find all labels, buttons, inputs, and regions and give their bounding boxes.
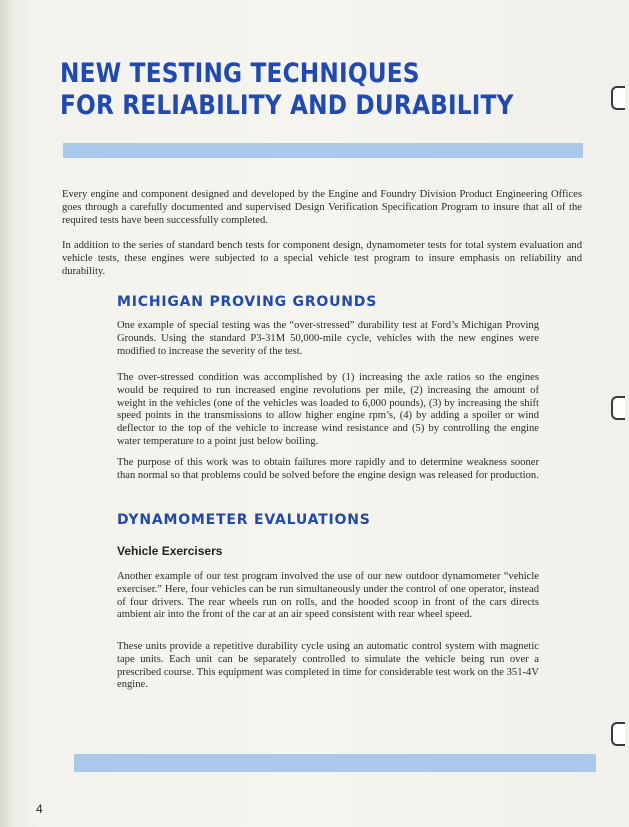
subheading-vehicle-exercisers: Vehicle Exercisers bbox=[117, 544, 223, 558]
michigan-paragraph-1: One example of special testing was the “over-stressed” durability test at Ford’s Michigan Proving Grounds. Using the standard P3-31M 50,000-mile cycle, vehicles with the new engines were modified to increase the severity of the test. bbox=[117, 320, 539, 357]
title-line-1: NEW TESTING TECHNIQUES bbox=[60, 58, 420, 89]
binder-hole-icon bbox=[611, 722, 625, 746]
michigan-paragraph-3: The purpose of this work was to obtain failures more rapidly and to determine weakness sooner than normal so that problems could be solved before the engine design was released for production. bbox=[117, 457, 539, 481]
bottom-blue-band bbox=[74, 754, 596, 772]
intro-paragraph-2: In addition to the series of standard bench tests for component design, dynamometer tests for total system evaluation and vehicle tests, these engines were subjected to a special vehicle test program to insure emphasis on reliability and durability. bbox=[62, 240, 582, 277]
intro-paragraph-1: Every engine and component designed and developed by the Engine and Foundry Division Product Engineering Offices goes through a carefully documented and supervised Design Verification Specification Program to insure that all of the required tests have been successfully completed. bbox=[62, 189, 582, 226]
section-heading-michigan: MICHIGAN PROVING GROUNDS bbox=[117, 294, 378, 310]
dynamometer-paragraph-1: Another example of our test program involved the use of our new outdoor dynamometer “vehicle exerciser.” Here, four vehicles can be run simultaneously under the control of one operator, instead of four drivers. The rear wheels run on rolls, and the hooded scoop in front of the cars directs ambient air into the front of the car at an air speed consistent with rear wheel speed. bbox=[117, 571, 539, 621]
binder-hole-icon bbox=[611, 396, 625, 420]
page-title bbox=[60, 58, 514, 122]
binder-hole-icon bbox=[611, 86, 625, 110]
michigan-paragraph-2: The over-stressed condition was accomplished by (1) increasing the axle ratios so the engines would be required to run increased engine revolutions per mile, (2) increasing the amount of weight in the vehicles (one of the vehicles was loaded to 6,000 pounds), (3) by increasing the shift speed points in the transmissions to allow higher engine rpm’s, (4) by adding a spoiler or wind deflector to the top of the vehicle to increase wind resistance and (5) by controlling the engine water temperature to a point just below boiling. bbox=[117, 372, 539, 447]
title-line-2: FOR RELIABILITY AND DURABILITY bbox=[60, 90, 514, 121]
page-number: 4 bbox=[36, 802, 43, 816]
section-heading-dynamometer: DYNAMOMETER EVALUATIONS bbox=[117, 512, 371, 528]
top-blue-band bbox=[63, 143, 583, 158]
dynamometer-paragraph-2: These units provide a repetitive durability cycle using an automatic control system with magnetic tape units. Each unit can be separately controlled to simulate the vehicle being run over a prescribed course. This equipment was completed in time for considerable test work on the 351-4V engine. bbox=[117, 641, 539, 691]
page-edge-shadow bbox=[0, 0, 14, 827]
